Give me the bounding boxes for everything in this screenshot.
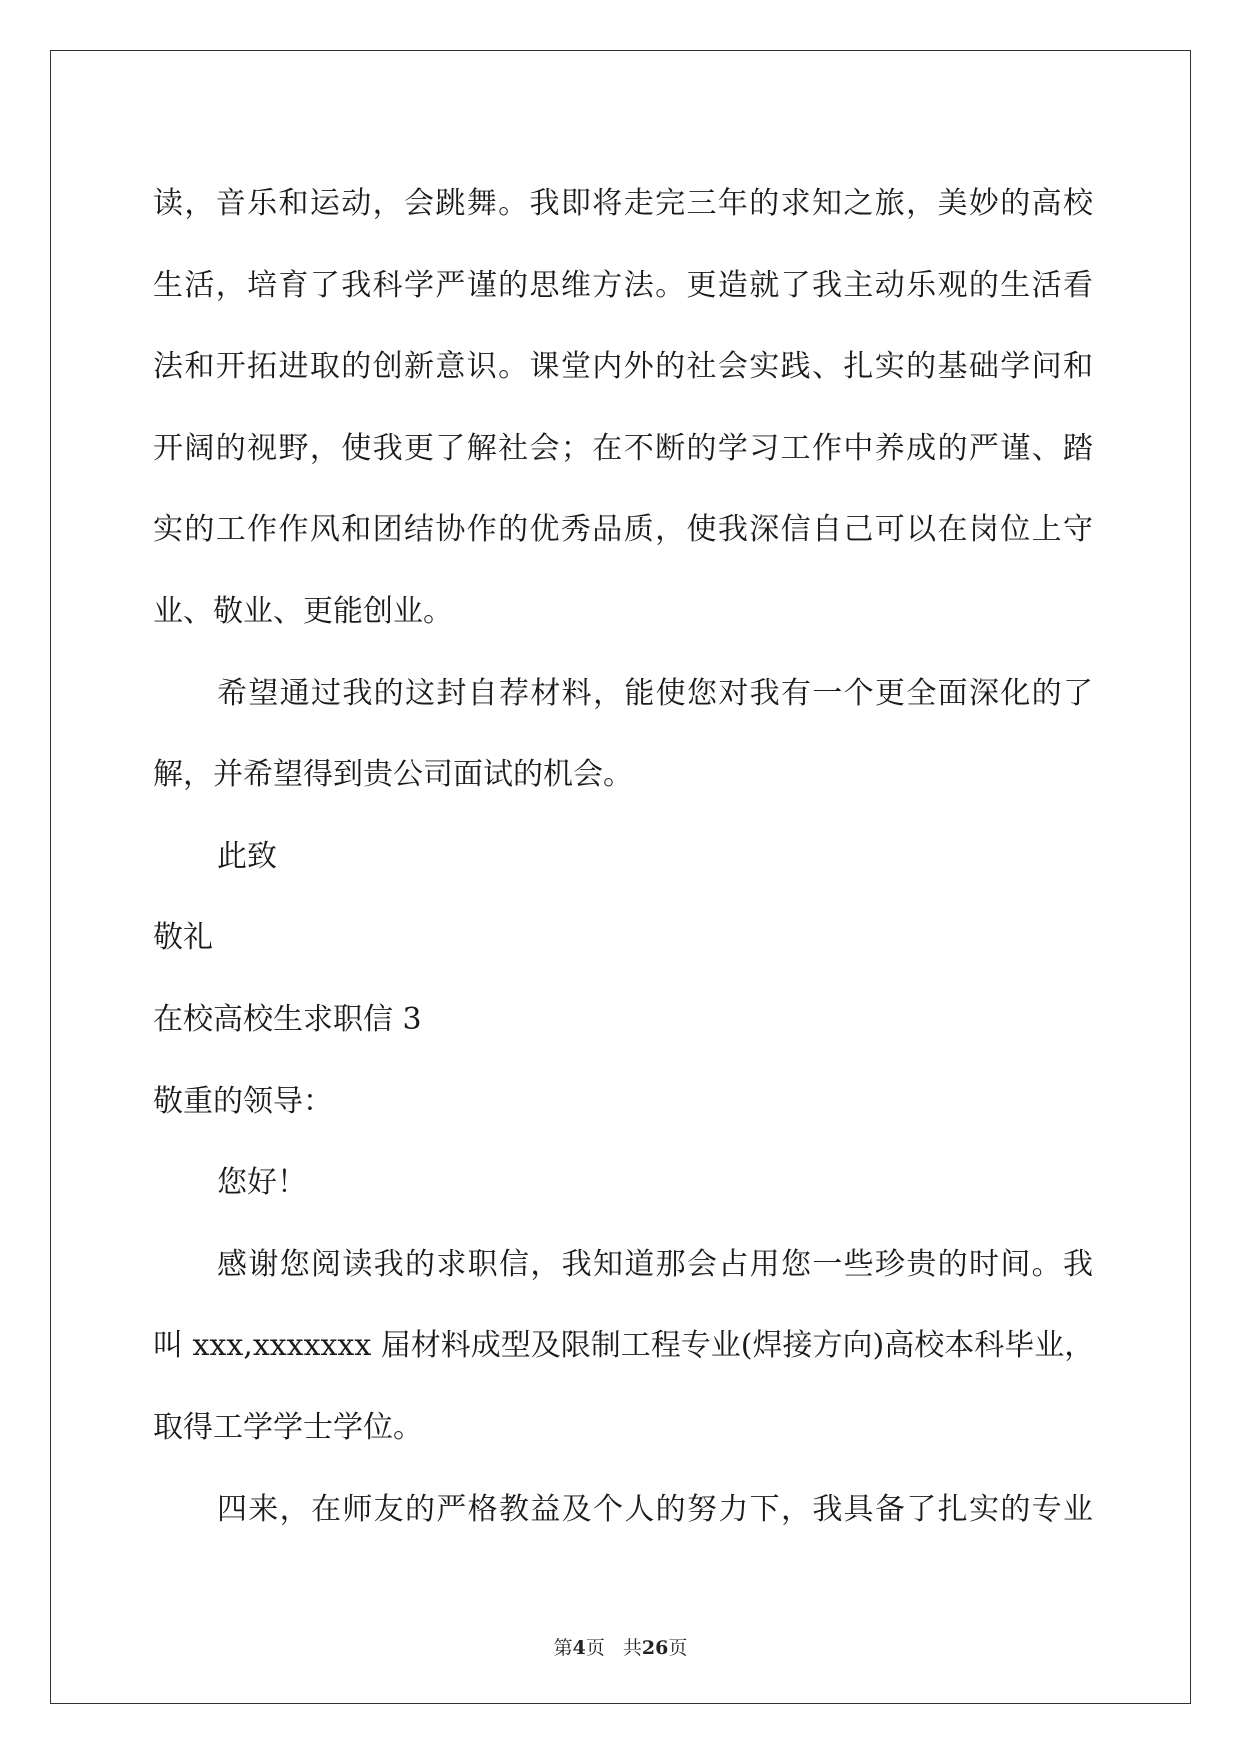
footer-prefix: 第 <box>553 1637 573 1659</box>
paragraph-line: 生活，培育了我科学严谨的思维方法。更造就了我主动乐观的生活看 <box>153 267 1093 303</box>
paragraph-line: 读，音乐和运动，会跳舞。我即将走完三年的求知之旅，美妙的高校 <box>153 186 1093 221</box>
section-title: 在校高校生求职信 3 <box>153 1001 422 1037</box>
paragraph-line: 法和开拓进取的创新意识。课堂内外的社会实践、扎实的基础学问和 <box>153 349 1093 385</box>
footer-page-suffix: 页 <box>585 1637 605 1659</box>
paragraph-line: 叫 xxx,xxxxxxx 届材料成型及限制工程专业(焊接方向)高校本科毕业， <box>153 1328 1095 1364</box>
paragraph-line: 业、敬业、更能创业。 <box>153 593 453 629</box>
paragraph-line: 感谢您阅读我的求职信，我知道那会占用您一些珍贵的时间。我 <box>217 1246 1093 1282</box>
greeting-line: 敬重的领导： <box>153 1083 333 1119</box>
paragraph-line: 取得工学学士学位。 <box>153 1409 423 1445</box>
closing-line: 此致 <box>217 838 277 874</box>
footer-total-suffix: 页 <box>668 1637 688 1659</box>
paragraph-line: 四来，在师友的严格教益及个人的努力下，我具备了扎实的专业 <box>217 1491 1093 1527</box>
page-footer <box>0 1633 1241 1660</box>
paragraph-line: 实的工作作风和团结协作的优秀品质，使我深信自己可以在岗位上守 <box>153 512 1093 548</box>
paragraph-line: 开阔的视野，使我更了解社会；在不断的学习工作中养成的严谨、踏 <box>153 430 1093 466</box>
letter-body <box>153 163 1093 1550</box>
total-pages: 26 <box>641 1637 669 1659</box>
footer-total-prefix: 共 <box>622 1637 642 1659</box>
page-number: 4 <box>572 1637 586 1659</box>
salutation-line: 敬礼 <box>153 920 213 956</box>
paragraph-line: 解，并希望得到贵公司面试的机会。 <box>153 757 633 793</box>
paragraph-line: 希望通过我的这封自荐材料，能使您对我有一个更全面深化的了 <box>217 675 1093 711</box>
greeting-line: 您好！ <box>217 1165 307 1201</box>
